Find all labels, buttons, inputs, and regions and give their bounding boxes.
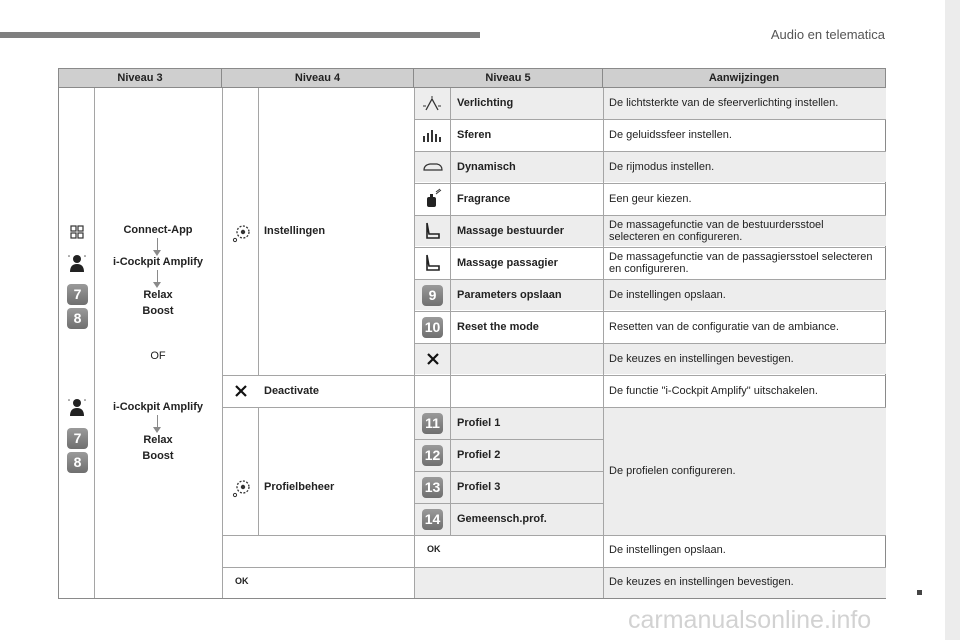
watermark: carmanualsonline.info [628,606,872,634]
description: Een geur kiezen. [609,193,692,205]
page-edge [945,0,960,640]
header-rule [0,32,480,38]
description: De rijmodus instellen. [609,161,715,173]
equalizer-icon [422,128,444,142]
header-niveau-5: Niveau 5 [414,69,603,87]
car-icon [422,162,444,172]
badge-10: 10 [422,317,443,338]
settings-table [58,88,886,599]
level5-label: Fragrance [457,193,511,205]
section-title: Audio en telematica [770,27,885,42]
badge-7: 7 [67,428,88,449]
description: De keuzes en instellingen bevestigen. [609,353,794,365]
badge-13: 13 [422,477,443,498]
badge-12: 12 [422,445,443,466]
level5-label: Sferen [457,129,492,141]
boost-label: Boost [142,305,174,317]
gear-icon [232,476,254,498]
or-label: OF [150,350,166,362]
level5-label: Massage passagier [457,257,558,269]
boost-label: Boost [142,450,174,462]
table-header [58,68,886,88]
profile-label: Profiel 1 [457,417,501,429]
description: De geluidssfeer instellen. [609,129,732,141]
badge-8: 8 [67,452,88,473]
arrow-down-icon [157,270,158,282]
deactivate-label: Deactivate [264,385,320,397]
description: De profielen configureren. [609,465,736,477]
header-niveau-3: Niveau 3 [59,69,222,87]
profile-label: Gemeensch.prof. [457,513,547,525]
profile-label: Profiel 3 [457,481,501,493]
level5-label: Dynamisch [457,161,516,173]
description: De instellingen opslaan. [609,544,726,556]
level5-label: Verlichting [457,97,514,109]
ok-label: OK [235,576,249,586]
description: De keuzes en instellingen bevestigen. [609,576,794,588]
level5-label: Reset the mode [457,321,539,333]
seat-icon [423,254,441,272]
badge-8: 8 [67,308,88,329]
badge-9: 9 [422,285,443,306]
instellingen-label: Instellingen [264,225,326,237]
person-icon [67,397,87,417]
seat-icon [423,222,441,240]
ambient-light-icon [422,96,442,112]
description: Resetten van de configuratie van de ambiance. [609,321,839,333]
cockpit-amplify-label: i-Cockpit Amplify [112,256,204,268]
fragrance-icon [423,188,443,208]
relax-label: Relax [143,434,173,446]
page-marker [917,590,922,595]
ok-label: OK [427,544,441,554]
profielbeheer-label: Profielbeheer [264,481,335,493]
connect-app-label: Connect-App [123,224,193,236]
level5-label: Massage bestuurder [457,225,564,237]
relax-label: Relax [143,289,173,301]
description: De massagefunctie van de bestuurdersstoel selecteren en configureren. [609,219,824,243]
badge-14: 14 [422,509,443,530]
cross-icon [427,353,439,365]
cockpit-amplify-label: i-Cockpit Amplify [112,401,204,413]
header-niveau-4: Niveau 4 [222,69,414,87]
description: De functie "i-Cockpit Amplify" uitschakelen. [609,385,818,397]
gear-icon [232,221,254,243]
profile-label: Profiel 2 [457,449,501,461]
badge-7: 7 [67,284,88,305]
header-aanwijzingen: Aanwijzingen [708,72,780,84]
level5-label: Parameters opslaan [457,289,562,301]
description: De instellingen opslaan. [609,289,726,301]
arrow-down-icon [157,415,158,427]
badge-11: 11 [422,413,443,434]
arrow-down-icon [157,238,158,250]
description: De lichtsterkte van de sfeerverlichting instellen. [609,97,839,109]
description: De massagefunctie van de passagiersstoel selecteren en configureren. [609,251,873,275]
person-icon [67,253,87,273]
cross-icon [235,385,247,397]
grid-icon [70,225,84,239]
